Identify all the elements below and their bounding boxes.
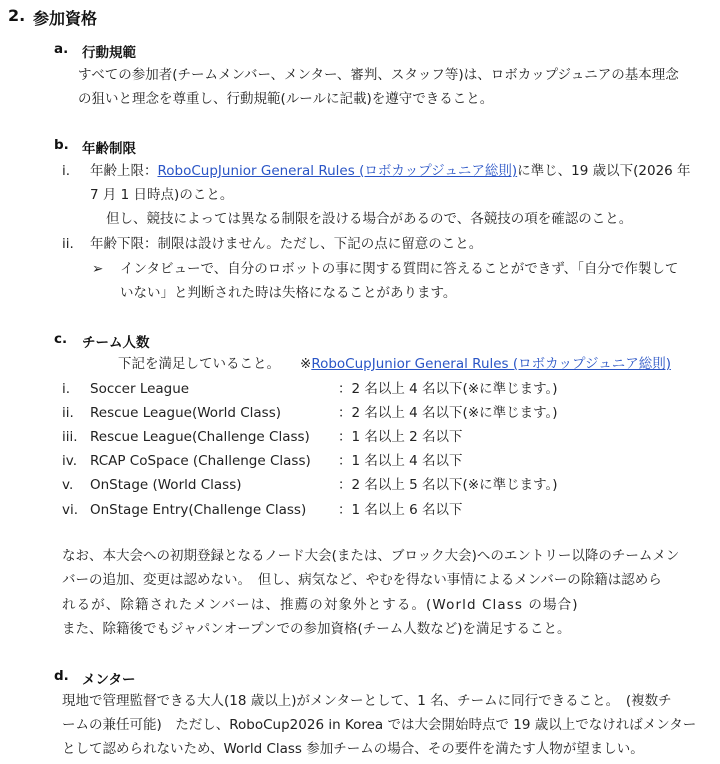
league-team-size: ：1 名以上 6 名以下 [338, 502, 463, 518]
subsection-a-marker: a. [54, 41, 69, 57]
league-name: OnStage Entry(Challenge Class) [90, 502, 307, 518]
league-marker: i. [62, 381, 71, 397]
team-size-intro: 下記を満足していること。 [118, 356, 280, 372]
subsection-c-title: チーム人数 [82, 335, 150, 351]
league-name: Rescue League(Challenge Class) [90, 429, 310, 445]
subsection-d-marker: d. [54, 668, 69, 684]
age-upper-note: 但し、競技によっては異なる制限を設ける場合があるので、各競技の項を確認のこと。 [106, 211, 633, 227]
league-team-size: ：1 名以上 4 名以下 [338, 453, 463, 469]
subsection-c-marker: c. [54, 331, 68, 347]
mentor-line3: として認められないため、World Class 参加チームの場合、その要件を満たす人物が望ましい。 [62, 741, 644, 757]
code-of-conduct-line2: の狙いと理念を尊重し、行動規範(ルールに記載)を遵守できること。 [78, 91, 494, 107]
league-marker: ii. [62, 405, 74, 421]
interview-note-line1: インタビューで、自分のロボットの事に関する質問に答えることができず、「自分で作製して [120, 261, 679, 277]
subsection-a-title: 行動規範 [82, 45, 136, 61]
league-name: Rescue League(World Class) [90, 405, 282, 421]
mentor-line1: 現地で管理監督できる大人(18 歳以上)がメンターとして、1 名、チームに同行できること。 (複数チ [62, 693, 672, 709]
age-upper-line1 [90, 162, 691, 180]
member-change-note-line1: なお、本大会への初期登録となるノード大会(または、ブロック大会)へのエントリー以降のチームメン [62, 548, 680, 564]
interview-note-line2: いない」と判断された時は失格になることがあります。 [120, 285, 457, 301]
league-team-size: ：2 名以上 4 名以下(※に準じます。) [338, 381, 558, 397]
member-change-note-line2: バーの追加、変更は認めない。 但し、病気など、やむを得ない事情によるメンバーの除籍は認めら [62, 572, 662, 588]
league-marker: vi. [62, 502, 79, 518]
section-title: 参加資格 [33, 9, 98, 28]
league-marker: iii. [62, 429, 78, 445]
general-rules-link-2[interactable]: RoboCupJunior General Rules (ロボカップジュニア総則) [311, 356, 671, 372]
league-marker: v. [62, 477, 74, 493]
subsection-b-title: 年齢制限 [82, 141, 136, 157]
league-name: Soccer League [90, 381, 190, 397]
league-marker: iv. [62, 453, 77, 469]
mentor-line2: ームの兼任可能) ただし、RoboCup2026 in Korea では大会開始時点で 19 歳以上でなければメンター [62, 717, 697, 733]
age-upper-line2: 7 月 1 日時点)のこと。 [90, 187, 234, 203]
team-size-reference [300, 355, 671, 373]
age-lower-text: 年齢下限：制限は設けません。ただし、下記の点に留意のこと。 [90, 236, 483, 252]
age-upper-marker: i. [62, 163, 71, 179]
code-of-conduct-line1: すべての参加者(チームメンバー、メンター、審判、スタッフ等)は、ロボカップジュニアの基本理念 [78, 67, 679, 83]
general-rules-link[interactable]: RoboCupJunior General Rules (ロボカップジュニア総則) [157, 163, 518, 179]
section-number: 2. [8, 6, 26, 25]
member-change-note-line3: れるが、除籍されたメンバーは、推薦の対象外とする。(World Class の場合) [62, 597, 579, 613]
arrow-bullet-icon: ➢ [92, 261, 104, 277]
league-team-size: ：2 名以上 4 名以下(※に準じます。) [338, 405, 558, 421]
league-team-size: ：1 名以上 2 名以下 [338, 429, 463, 445]
reference-mark: ※ [300, 356, 312, 372]
league-name: RCAP CoSpace (Challenge Class) [90, 453, 311, 469]
age-lower-marker: ii. [62, 236, 74, 252]
age-upper-prefix: 年齢上限： [90, 163, 158, 179]
league-name: OnStage (World Class) [90, 477, 242, 493]
subsection-b-marker: b. [54, 137, 69, 153]
league-team-size: ：2 名以上 5 名以下(※に準じます。) [338, 477, 558, 493]
member-change-note-line4: また、除籍後でもジャパンオープンでの参加資格(チーム人数など)を満足すること。 [62, 621, 571, 637]
subsection-d-title: メンター [82, 672, 136, 688]
age-upper-suffix: に準じ、19 歳以下(2026 年 [517, 163, 691, 179]
